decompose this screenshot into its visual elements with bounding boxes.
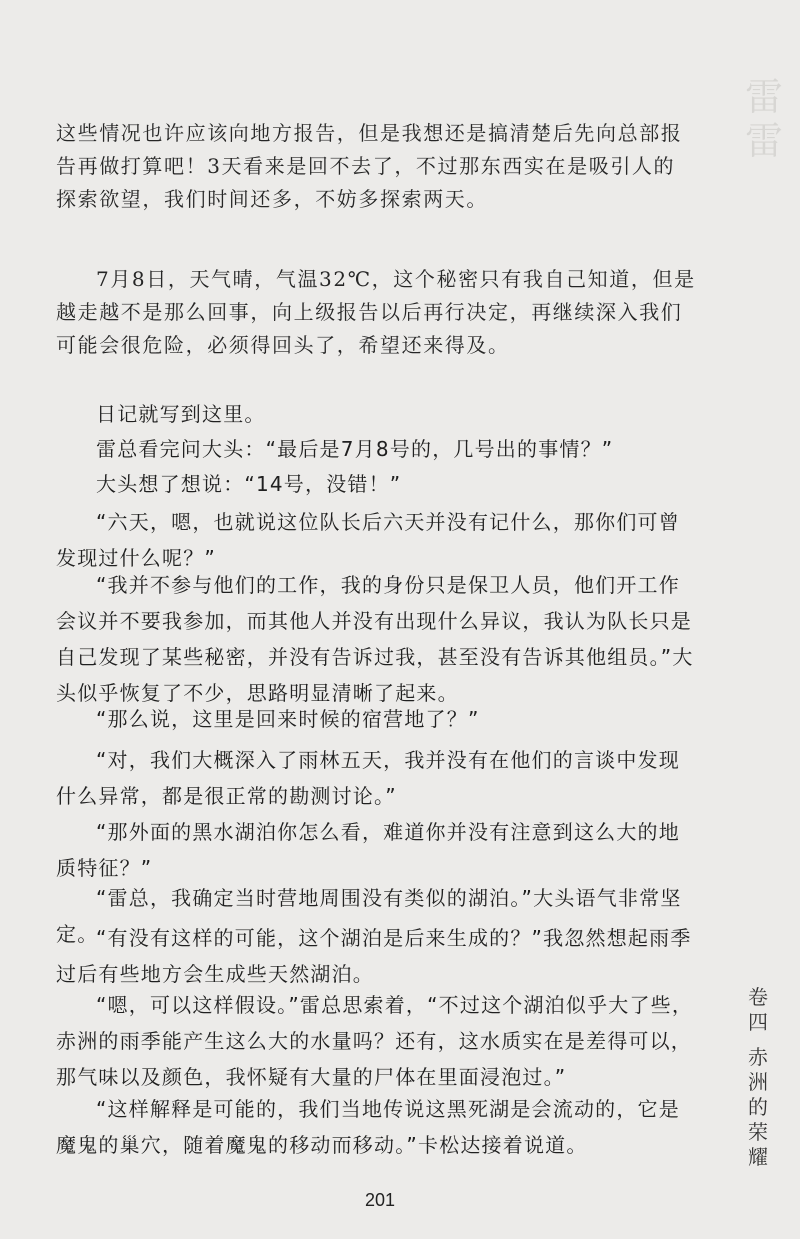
running-title (744, 985, 772, 1170)
paragraph: “雷总，我确定当时营地周围没有类似的湖泊。”大头语气非常坚定。 (56, 886, 682, 946)
volume-char: 四 (748, 1010, 768, 1034)
paragraph: 日记就写到这里。 (96, 402, 266, 426)
diary-entry: 7月8日，天气晴，气温32℃，这个秘密只有我自己知道，但是越走越不是那么回事，向上级报告以后再行决定，再继续深入我们可能会很危险，必须得回头了，希望还来得及。 (56, 267, 696, 357)
title-char: 洲 (748, 1070, 768, 1094)
title-char: 的 (748, 1095, 768, 1119)
diary-entry: 这些情况也许应该向地方报告，但是我想还是搞清楚后先向总部报告再做打算吧！3天看来是回不去了，不过那东西实在是吸引人的探索欲望，我们时间还多，不妨多探索两天。 (56, 121, 683, 211)
paragraph: 大头想了想说：“14号，没错！” (96, 472, 402, 496)
paragraph: 雷总看完问大头：“最后是7月8号的，几号出的事情？” (96, 437, 614, 461)
volume-char: 卷 (748, 985, 768, 1009)
bleed-through-text: 雷 雷 (745, 75, 784, 163)
paragraph: “我并不参与他们的工作，我的身份只是保卫人员，他们开工作会议并不要我参加，而其他人并没有出现什么异议，我认为队长只是自己发现了某些秘密，并没有告诉过我，甚至没有告诉其他组员。”大头似乎恢复了不少，思路明显清晰了起来。 (56, 573, 694, 705)
paragraph: “对，我们大概深入了雨林五天，我并没有在他们的言谈中发现什么异常，都是很正常的勘测讨论。” (56, 748, 680, 808)
page-number: 201 (364, 1190, 396, 1210)
paragraph: “那么说，这里是回来时候的宿营地了？” (96, 707, 480, 731)
paragraph: “那外面的黑水湖泊你怎么看，难道你并没有注意到这么大的地质特征？” (56, 820, 680, 880)
paragraph: “这样解释是可能的，我们当地传说这黑死湖是会流动的，它是魔鬼的巢穴，随着魔鬼的移动而移动。”卡松达接着说道。 (56, 1097, 680, 1157)
title-char: 耀 (748, 1145, 768, 1169)
title-char: 荣 (748, 1120, 768, 1144)
title-char: 赤 (748, 1045, 768, 1069)
paragraph: “嗯，可以这样假设。”雷总思索着，“不过这个湖泊似乎大了些，赤洲的雨季能产生这么大的水量吗？还有，这水质实在是差得可以，那气味以及颜色，我怀疑有大量的尸体在里面浸泡过。” (56, 993, 694, 1089)
paragraph: “有没有这样的可能，这个湖泊是后来生成的？”我忽然想起雨季过后有些地方会生成些天然湖泊。 (56, 926, 692, 986)
paragraph: “六天，嗯，也就说这位队长后六天并没有记什么，那你们可曾发现过什么呢？” (56, 510, 680, 570)
